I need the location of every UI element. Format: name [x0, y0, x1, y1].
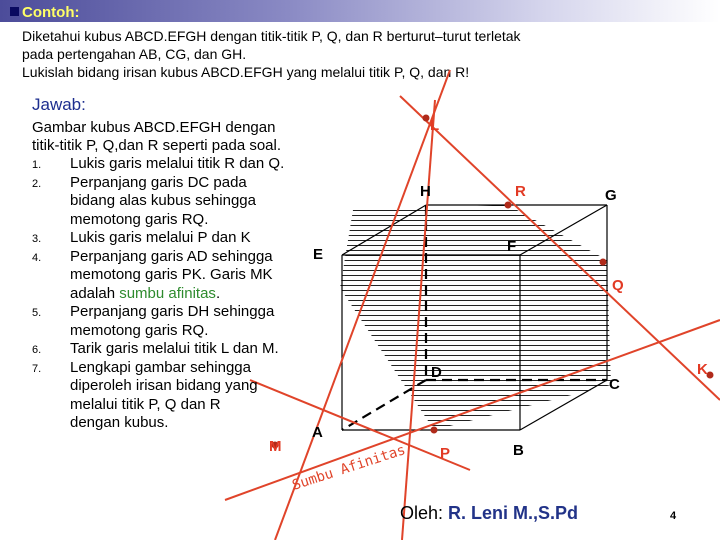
label-e: E [313, 246, 324, 263]
step-line: Perpanjang garis DH sehingga [70, 303, 275, 320]
step-line: melalui titik P, Q dan R [70, 395, 221, 413]
point-l [423, 115, 430, 122]
step-line: memotong garis RQ. [70, 321, 209, 339]
intro-line: titik-titik P, Q,dan R seperti pada soal. [32, 137, 282, 154]
step-line: memotong garis RQ. [70, 210, 209, 228]
label-d: D [431, 364, 442, 381]
sumbu-afinitas-term: sumbu afinitas [119, 284, 216, 302]
step-line: Tarik garis melalui titik L dan M. [70, 340, 279, 357]
intro-line: Gambar kubus ABCD.EFGH dengan [32, 119, 276, 136]
label-k: K [697, 361, 708, 378]
step-line: bidang alas kubus sehingga [70, 192, 256, 209]
step-item [32, 359, 284, 433]
step-item [32, 174, 284, 230]
slide-title: Contoh: [22, 4, 80, 21]
step-item [32, 340, 284, 359]
step-number: 2. [32, 177, 42, 190]
sumbu-afinitas-label: Sumbu Afinitas [290, 442, 408, 494]
step-line: Lukis garis melalui P dan K [70, 229, 251, 246]
step-line: Perpanjang garis AD sehingga [70, 247, 273, 265]
author-name: R. Leni M.,S.Pd [448, 503, 579, 523]
page-number: 4 [670, 510, 677, 522]
step-line: dengan kubus. [70, 414, 169, 431]
label-g: G [605, 187, 617, 204]
step-item [32, 248, 284, 304]
point-q [600, 259, 607, 266]
step-number: 6. [32, 344, 42, 356]
label-a: A [312, 424, 323, 441]
step-text: adalah [70, 284, 120, 302]
point-p [431, 427, 438, 434]
step-number: 3. [32, 233, 42, 245]
label-q: Q [612, 277, 624, 294]
author-credit [400, 503, 578, 524]
step-line [70, 285, 284, 304]
answer-intro [32, 119, 281, 155]
label-c: C [609, 376, 620, 393]
point-r [505, 202, 512, 209]
problem-line: Diketahui kubus ABCD.EFGH dengan titik-titik P, Q, dan R berturut–turut terletak [22, 28, 521, 44]
step-line: Lengkapi gambar sehingga [70, 358, 251, 376]
step-line: memotong garis PK. Garis MK [70, 266, 273, 283]
author-prefix: Oleh: [400, 503, 449, 523]
step-line: Perpanjang garis DC pada [70, 173, 247, 191]
step-item [32, 155, 284, 174]
step-line: diperoleh irisan bidang yang [70, 377, 258, 394]
step-item [32, 229, 284, 248]
step-number: 1. [32, 159, 42, 171]
step-line: Lukis garis melalui titik R dan Q. [70, 155, 285, 172]
label-r: R [515, 183, 526, 200]
label-f: F [507, 238, 517, 255]
label-p: P [440, 445, 451, 462]
step-text: . [215, 284, 221, 302]
label-l: L [430, 117, 440, 134]
steps-list [32, 155, 284, 433]
answer-title: Jawab: [32, 95, 86, 114]
label-h: H [420, 183, 431, 200]
label-m: M [269, 438, 282, 455]
label-b: B [513, 442, 524, 459]
cross-section-plane [340, 205, 611, 430]
problem-line: Lukislah bidang irisan kubus ABCD.EFGH yang melalui titik P, Q, dan R! [22, 64, 470, 80]
step-number: 4. [32, 251, 42, 264]
problem-line: pada pertengahan AB, CG, dan GH. [22, 46, 247, 62]
step-item [32, 303, 284, 340]
step-number: 7. [32, 362, 42, 375]
step-number: 5. [32, 307, 42, 319]
